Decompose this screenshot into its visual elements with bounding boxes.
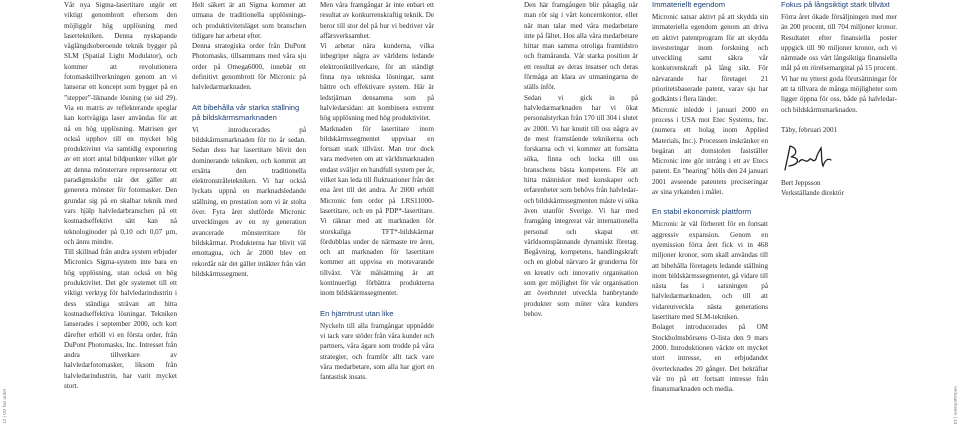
body-paragraph: Vi arbetar nära kunderna, vilka inbegriper några av världens ledande elektroniktillverkare, för att ständigt finna nya tekniska lösningar, samt bättre och effektivare system. Här är ledstjärnan densamma som på halvledarsidan: att kombinera extremt hög upplösning med hög produktivitet. xyxy=(320,42,434,123)
signature-image xyxy=(781,142,897,174)
body-paragraph: Marknaden för lasertitare inom bildskärmssegmentet uppvisar en fortsatt stark tillväxt. Man tror dock vara medveten om att världsmarknaden endast sväljer en handfull system per år, vilket kan leda till fluktuationer från det ena året till det andra. År 2000 erhöll Micronic fem order på LRS11000-lasertitare, och en på PDP*-lasertitare. Vi räknar med att marknaden för storskaliga TFT*-bildskärmar fördubblas under de närmaste tre åren, och att marknaden för lasertitare kommer att uppvisa en motsvarande tillväxt. Vår målsättning är att kontinuerligt förbättra produkterna inom bildskärmssegmentet. xyxy=(320,124,434,298)
signatory xyxy=(781,178,897,199)
body-paragraph: Men våra framgångar är inte enbart ett resultat av konkurrenskraftig teknik. De beror till stor del på hur vi bedriver vår affärsverksamhet. xyxy=(320,1,434,40)
text-column-3 xyxy=(320,0,434,382)
body-paragraph: Vår nya Sigma-lasertitare utgör ett viktigt genombrott eftersom den möjliggör hög upplösning med lasertekniken. Denna nyskapande våglängdsoberoende teknik bygger på SLM (Spatial Light Modulator), och kommer att revolutionera fotomasktillverkningen genom att vi lanserar ett koncept som bygger på en ”stepper”-liknande lösning (se sid 29). Via en matris av reflekterande speglar kan kortvågiga laser användas för att nå en hög upplösning. Matrisen ger också upphov till en mycket hög produktivitet via samtidig exponering av ett stort antal bildpunkter vilket gör att denna mönsterrare representerar ett paradigmskifte när det gäller att generera mönster för fotomasker. Den grundar sig på en skalbar teknik med vars hjälp halvledarbranschen på ett kostnadseffektivt sätt kan nå teknologinoder på 0,10 och 0,07 µm, och ännu mindre. xyxy=(64,1,177,246)
body-paragraph: Till skillnad från andra system erbjuder Micronics Sigma-system inte bara en hög upplösning, utan också en hög produktivitet. Det gör systemet till ett viktigt verktyg för halvledarindustrin i dess ständiga strävan att hitta kostnadseffektiva lösningar. Tekniken lanserades i september 2000, och kort därefter erhöll vi en första order, från DuPont Photomasks, Inc. Intresset från andra tillverkare av halvledarfotomasker, liksom från halvledarindustrin, har varit mycket stort. xyxy=(64,248,177,390)
text-column-6 xyxy=(781,0,897,198)
body-paragraph: Bolaget introducerades på OM Stockholmsbörsens O-lista den 9 mars 2000. Introduktionen väckte ett mycket stort intresse, en erbjudandet övertecknades 20 gånger. Det bekräftar vår tro på ett fortsatt intresse från finansmarknaden och media. xyxy=(652,323,768,394)
body-paragraph: Täby, februari 2001 xyxy=(781,126,838,135)
signatory-title: Verkställande direktör xyxy=(781,188,844,197)
body-paragraph: Den här framgången blir påtaglig när man rör sig i vårt koncernkontor, eller när man talar med våra medarbetare inte på fältet. Hos alla våra medarbetare hittar man samma otroliga framtidstro och framåranda. Vår starka position är ett resultat av deras insatser och deras förmåga att klara av utmaningarna de ställs inför. xyxy=(524,1,638,92)
section-heading: En stabil ekonomisk plattform xyxy=(652,207,752,217)
body-paragraph: Helt säkert är att Sigma kommer att utmana de traditionella upplösnings- och produktivitetsläget som branschen tidigare har arbetat efter. xyxy=(192,1,306,40)
body-paragraph: Vi introducerades på bildskärmsmarknaden för tio år sedan. Sedan dess har lasertitare blivit den dominerande tekniken, och kommit att ersätta den traditionella elektronstråletekniken. Vi har också lyckats uppnå en marknadsledande ställning, en prestation som vi är stolta över. Fyra året slutförde Micronic utvecklingen av en ny generation avancerade mönsterritare för bildskärmar. Produkterna har blivit väl emottagna, och år 2000 blev ett rekordår när det gäller intäkter från vårt bildskärmssegment. xyxy=(192,125,306,278)
section-heading: Fokus på långsiktigt stark tillväxt xyxy=(781,0,890,9)
text-column-4 xyxy=(524,0,638,319)
text-column-5 xyxy=(652,0,768,394)
text-column-1 xyxy=(64,0,177,391)
body-paragraph: Förra året ökade försäljningen med mer än 200 procent, till 704 miljoner kronor. Resultatet efter finansiella poster uppgick till 90 miljoner kronor, och vi nämnade oss vårt långsiktiga finansiella mål på en rörelsemarginal på 15 procent. xyxy=(781,13,897,73)
right-page-footer: Verksamheten | 13 xyxy=(953,385,958,424)
section-heading: Att bibehålla vår starka ställning på bildskärmsmarknaden xyxy=(192,102,300,122)
body-paragraph: Vi har nu ytterst goda förutsättningar för att ta tillvara de många möjligheter som ligger öppna för oss, både på halvledar- och bildskärmsmarknaden. xyxy=(781,74,897,114)
body-paragraph: Denna strategiska order från DuPont Photomasks, tillsammans med våra sju order på Omega6000, innebär ett definitivt genombrott för Micronic på halvledarmarknaden. xyxy=(192,42,306,92)
signatory-name: Bert Jeppsson xyxy=(781,178,821,187)
body-paragraph: Sedan vi gick in på halvledarmarknaden har vi ökat personalstyrkan från 170 till 304 i slutet av 2000. Vi har knutit till oss några av de mest framstående teknikerna och forskarna och vi kommer att fortsätta söka, finna och locka till oss branschens bästa kompetens. För att hitta människor med kunskaper och erfarenheter som behövs från halvledar- och bildskärmssegmenten måste vi söka även utanför Sverige. Vi har med framgång integrerat vår internationella personal och skapat ett världsomspännande dynamiskt företag. Begåvning, kompetens, handlingskraft och en global närvaro är grunderna för en kreativ och innovativ organisation som ger möjlighet för vår organisation att överbrutet utveckla banbrytande produkter som möter våra kunders behov. xyxy=(524,93,638,318)
section-heading: Immateriellt egendom xyxy=(652,0,726,9)
left-page-footer: 12 | VD har ordet xyxy=(2,389,7,424)
text-column-2 xyxy=(192,0,306,279)
body-paragraph: Micronic satsar aktivt på att skydda sin immateriella egendom genom att driva ett aktivt patentprogram för att skydda investeringar inom forskning och utveckling samt säkra vår konkurrenskraft på lång sikt. För närvarande har företaget 21 prioritetsbaserade patent, varav sju har godkänts i flera länder. xyxy=(652,13,768,104)
section-heading: En hjärntrust utan like xyxy=(320,308,394,318)
body-paragraph: Micronic är väl förberett för en fortsatt aggressiv expansion. Genom en nyemission förra året fick vi in 468 miljoner kronor, som skall användas till att bibehålla företagets ledande ställning inom bildskärmssegmentet, gå vidare till nästa fas i satsningen på halvledarmarknaden, och till att vidareutveckla nästa generations lasertitare med SLM-tekniken. xyxy=(652,220,768,322)
body-paragraph: Nyckeln till alla framgångar uppnådde vi tack vare stöder från våra kunder och partners, våra ägare som trodde på våra strategier, och framför allt tack vare våra medarbetare, som alla har gjort en fantastisk insats. xyxy=(320,321,434,382)
body-paragraph: Micronic inledde i januari 2000 en process i USA mot Etec Systems, Inc. (numera ett bolag inom Applied Materials, Inc.). Processen inskränker en begäran att domstolen fastställer Micronic inte gör intrång i ett av Etecs patent. En "hearing" hölls den 24 januari 2001 avseende patentets preciseringar av sina yrkanden i målet. xyxy=(652,105,768,197)
